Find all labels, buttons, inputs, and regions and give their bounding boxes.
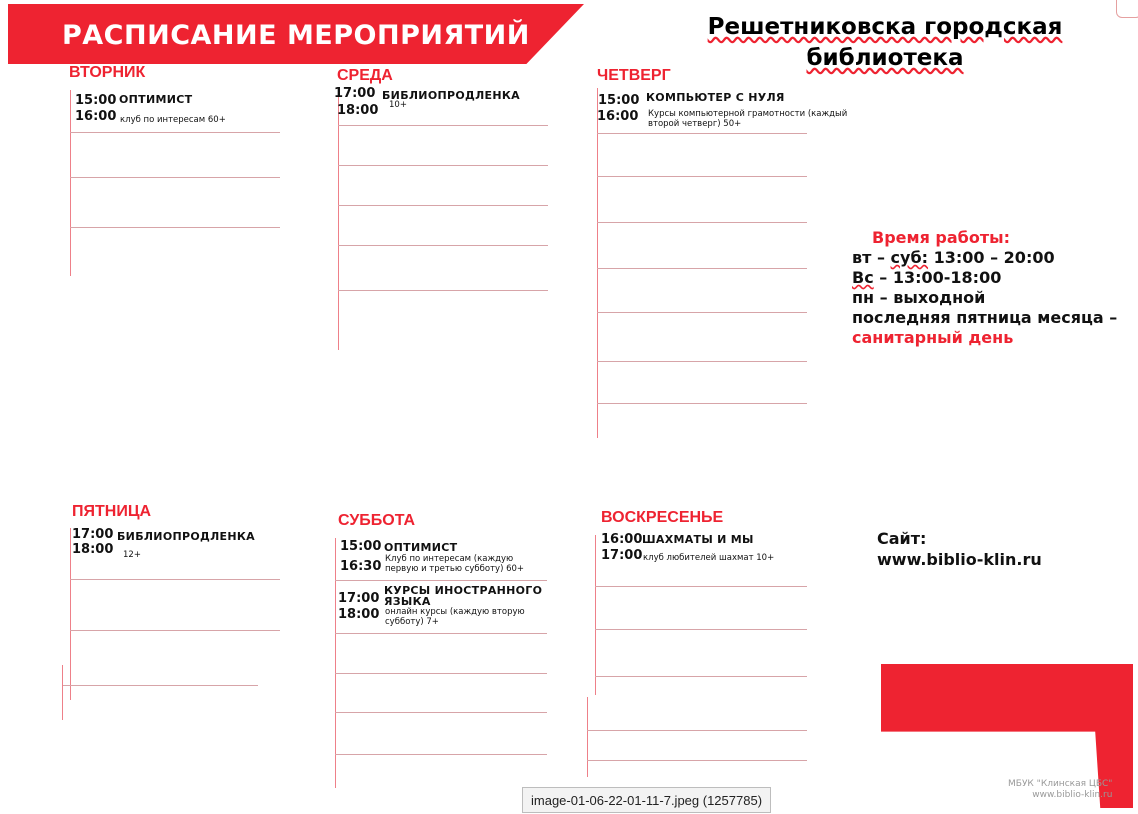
event-title: ОПТИМИСТ	[384, 541, 458, 554]
event-note	[385, 607, 525, 627]
event-note: 10+	[389, 100, 407, 110]
event-title: БИБЛИОПРОДЛЕНКА	[117, 530, 255, 543]
schedule-line	[70, 227, 280, 228]
event-note	[385, 554, 524, 574]
event-note-line: субботу) 7+	[385, 617, 439, 627]
schedule-line	[335, 580, 547, 581]
schedule-line	[595, 629, 807, 630]
schedule-line	[338, 205, 548, 206]
divider	[338, 87, 339, 350]
event-title-line: ЯЗЫКА	[384, 595, 431, 608]
event-time: 15:00	[340, 539, 382, 554]
schedule-line	[335, 673, 547, 674]
event-title: ШАХМАТЫ И МЫ	[642, 533, 754, 546]
event-time: 18:00	[72, 542, 114, 557]
event-time: 15:00	[598, 93, 640, 108]
hours-line: санитарный день	[852, 328, 1014, 347]
site-label: Сайт:	[877, 529, 927, 548]
site-url[interactable]: www.biblio-klin.ru	[877, 550, 1042, 569]
event-title: БИБЛИОПРОДЛЕНКА	[382, 89, 520, 102]
event-note: 12+	[123, 550, 141, 560]
event-time: 17:00	[72, 527, 114, 542]
event-note: клуб по интересам 60+	[120, 115, 226, 125]
event-time: 17:00	[338, 591, 380, 606]
schedule-line	[597, 222, 807, 223]
event-time: 16:00	[597, 109, 639, 124]
footer-watermark	[1008, 779, 1112, 801]
event-note: клуб любителей шахмат 10+	[643, 553, 775, 563]
watermark-line: www.biblio-klin.ru	[1032, 790, 1113, 800]
day-title: ВОСКРЕСЕНЬЕ	[601, 509, 724, 526]
hours-text: суб:	[890, 248, 929, 267]
event-time: 18:00	[338, 607, 380, 622]
divider	[62, 665, 63, 720]
event-note-line: второй четверг) 50+	[648, 119, 742, 129]
schedule-line	[595, 586, 807, 587]
library-name	[650, 12, 1120, 74]
divider	[70, 90, 71, 276]
schedule-line	[62, 685, 258, 686]
watermark-line: МБУК "Клинская ЦБС"	[1008, 779, 1113, 789]
hours-text: 13:00 – 20:00	[928, 248, 1055, 267]
hours-text: вт –	[852, 248, 891, 267]
day-title: ЧЕТВЕРГ	[597, 67, 671, 84]
day-title: ВТОРНИК	[69, 64, 146, 81]
schedule-line	[597, 133, 807, 134]
event-note	[648, 109, 847, 129]
schedule-line	[338, 165, 548, 166]
schedule-line	[335, 633, 547, 634]
hours-text: Вс	[852, 268, 874, 287]
schedule-line	[335, 754, 547, 755]
event-time: 16:30	[340, 559, 382, 574]
event-note-line: онлайн курсы (каждую вторую	[385, 607, 525, 617]
event-note-line: Клуб по интересам (каждую	[385, 554, 514, 564]
filename-tooltip: image-01-06-22-01-11-7.jpeg (1257785)	[522, 787, 771, 813]
event-title: ОПТИМИСТ	[119, 93, 193, 106]
event-title-line: КУРСЫ ИНОСТРАННОГО	[384, 584, 543, 597]
hours-line: пн – выходной	[852, 288, 986, 307]
divider	[70, 528, 71, 700]
library-name-line1: Решетниковска городская	[707, 14, 1063, 40]
event-title	[384, 585, 542, 607]
schedule-line	[338, 125, 548, 126]
schedule-line	[597, 403, 807, 404]
event-note-line: первую и третью субботу) 60+	[385, 564, 525, 574]
schedule-line	[595, 676, 807, 677]
event-time: 17:00	[601, 548, 643, 563]
event-time: 15:00	[75, 93, 117, 108]
schedule-line	[70, 132, 280, 133]
schedule-line	[338, 245, 548, 246]
divider	[597, 88, 598, 438]
event-note-line: Курсы компьютерной грамотности (каждый	[648, 109, 848, 119]
schedule-line	[70, 177, 280, 178]
schedule-line	[335, 712, 547, 713]
event-time: 16:00	[601, 532, 643, 547]
working-hours	[852, 228, 1117, 348]
schedule-line	[597, 268, 807, 269]
day-title: СРЕДА	[337, 67, 393, 84]
event-time: 18:00	[337, 103, 379, 118]
library-name-line2: библиотека	[806, 45, 964, 71]
hours-line	[852, 248, 1117, 268]
day-title: ПЯТНИЦА	[72, 503, 152, 520]
hours-title: Время работы:	[872, 228, 1010, 247]
hours-line: последняя пятница месяца –	[852, 308, 1118, 327]
schedule-line	[70, 630, 280, 631]
hours-line	[852, 268, 1117, 288]
schedule-line	[338, 290, 548, 291]
schedule-line	[587, 760, 807, 761]
event-time: 17:00	[334, 86, 376, 101]
divider	[587, 697, 588, 777]
schedule-line	[587, 730, 807, 731]
event-time: 16:00	[75, 109, 117, 124]
schedule-line	[70, 579, 280, 580]
divider	[335, 538, 336, 788]
event-title: КОМПЬЮТЕР С НУЛЯ	[646, 91, 785, 104]
divider	[595, 535, 596, 695]
schedule-line	[597, 312, 807, 313]
schedule-line	[597, 361, 807, 362]
hours-text: – 13:00-18:00	[873, 268, 1002, 287]
page-title: РАСПИСАНИЕ МЕРОПРИЯТИЙ	[62, 20, 530, 51]
schedule-line	[597, 176, 807, 177]
day-title: СУББОТА	[338, 512, 416, 529]
